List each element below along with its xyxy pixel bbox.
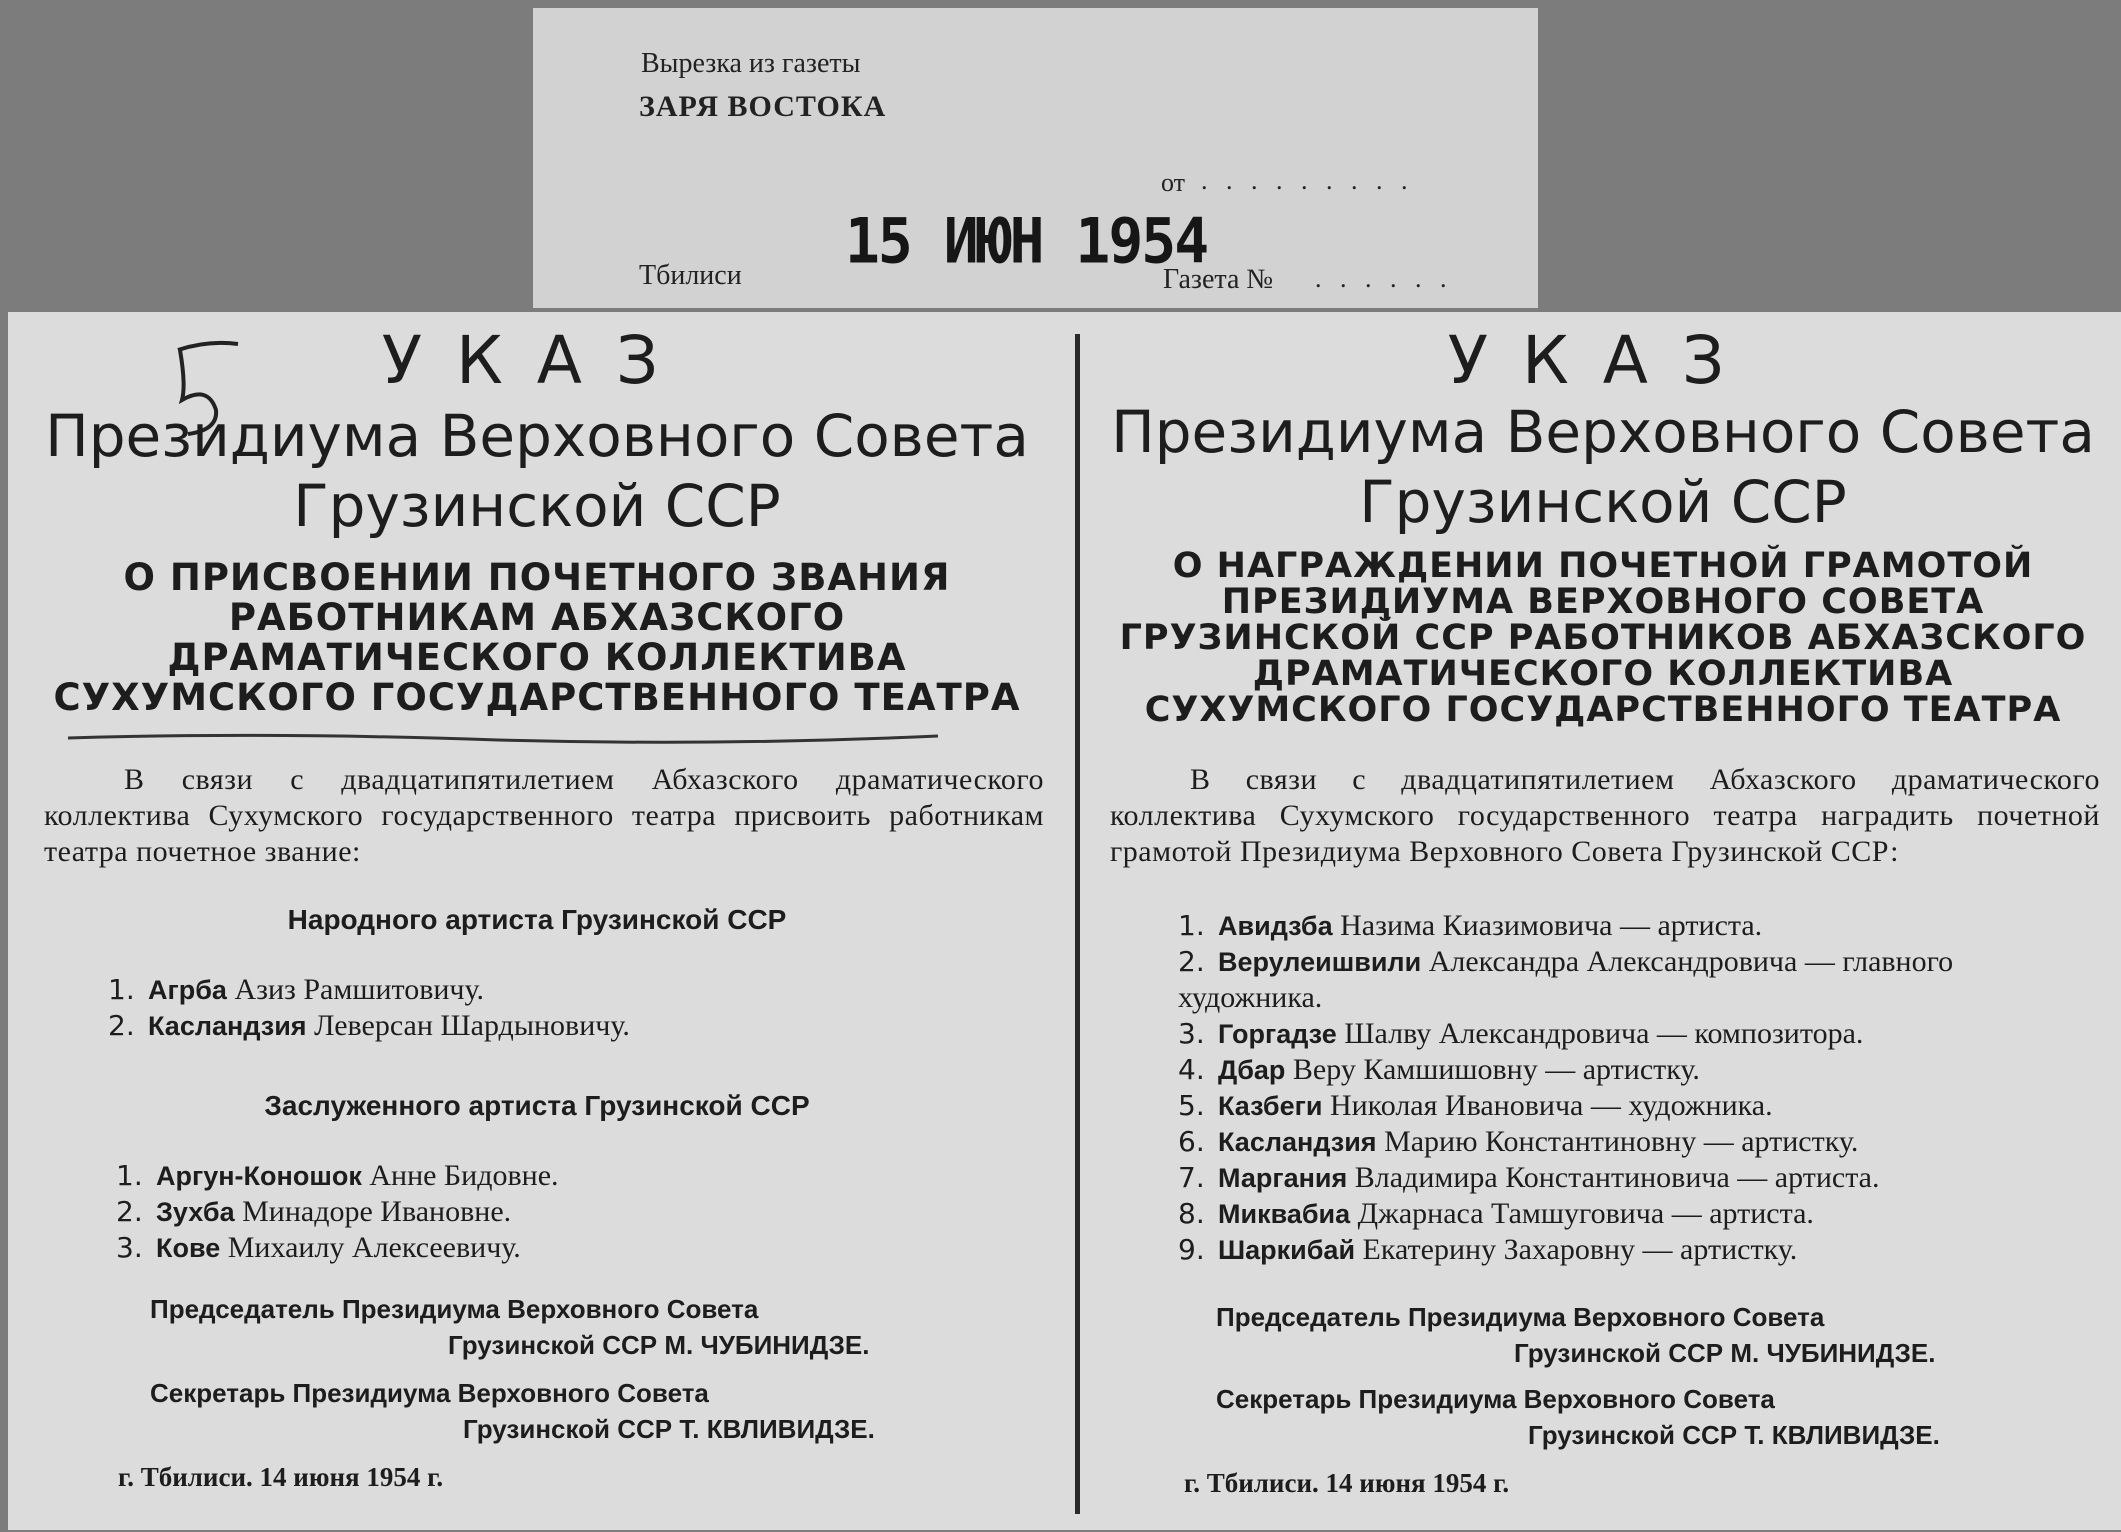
list-item <box>1178 944 2078 1016</box>
item-number: 2. <box>116 1195 143 1228</box>
item-number: 3. <box>1178 1017 1205 1050</box>
item-rest: Александра Александровича — главного художника. <box>1178 945 1954 1014</box>
list-item <box>1178 1196 2078 1232</box>
decree-issuer-line2: Грузинской ССР <box>293 472 781 540</box>
list-item <box>108 1008 630 1044</box>
peoples-artist-list <box>108 972 630 1044</box>
pencil-underline <box>68 728 938 748</box>
item-number: 2. <box>1178 945 1205 978</box>
list-item <box>1178 1124 2078 1160</box>
item-number: 1. <box>1178 909 1205 942</box>
decree-title: УКАЗ <box>1447 322 1759 399</box>
newspaper-clipping <box>8 312 2121 1530</box>
item-number: 2. <box>108 1009 135 1042</box>
decree-intro: В связи с двадцатипятилетием Абхазского драматического коллектива Сухумского государственного театра присвоить работникам театра почетное звание: <box>44 763 1044 868</box>
item-surname: Касландзия <box>1218 1127 1377 1157</box>
item-rest: Анне Бидовне. <box>369 1159 559 1192</box>
item-surname: Верулеишвили <box>1218 947 1422 977</box>
item-surname: Горгадзе <box>1218 1019 1337 1049</box>
item-rest: Михаилу Алексеевичу. <box>227 1231 521 1264</box>
item-number: 9. <box>1178 1233 1205 1266</box>
item-surname: Касландзия <box>148 1011 307 1041</box>
clipping-label <box>533 8 1538 308</box>
item-surname: Авидзба <box>1218 911 1333 941</box>
item-number: 5. <box>1178 1089 1205 1122</box>
decree-date: г. Тбилиси. 14 июня 1954 г. <box>118 1462 444 1492</box>
item-rest: Марию Константиновну — артистку. <box>1384 1125 1859 1158</box>
subject-line: РАБОТНИКАМ АБХАЗСКОГО <box>228 596 846 639</box>
chairman-line2: Грузинской ССР М. ЧУБИНИДЗЕ. <box>448 1330 870 1360</box>
subject-line: О ПРИСВОЕНИИ ПОЧЕТНОГО ЗВАНИЯ <box>123 556 951 599</box>
item-number: 3. <box>116 1231 143 1264</box>
list-item <box>116 1158 559 1194</box>
list-item <box>1178 1052 2078 1088</box>
decree-subject <box>1088 548 2118 728</box>
item-surname: Шаркибай <box>1218 1235 1356 1265</box>
subject-line: СУХУМСКОГО ГОСУДАРСТВЕННОГО ТЕАТРА <box>1144 690 2062 730</box>
honored-artist-list <box>116 1158 559 1266</box>
list-item <box>1178 1088 2078 1124</box>
item-rest: Азиз Рамшитовичу. <box>234 973 485 1006</box>
subject-line: ДРАМАТИЧЕСКОГО КОЛЛЕКТИВА <box>167 636 907 679</box>
awardee-list <box>1178 908 2078 1268</box>
item-rest: Николая Ивановича — художника. <box>1329 1089 1773 1122</box>
decree-issuer-line2: Грузинской ССР <box>1359 468 1847 536</box>
item-number: 7. <box>1178 1161 1205 1194</box>
list-item <box>116 1230 559 1266</box>
decree-subject <box>8 558 1066 718</box>
subject-line: ГРУЗИНСКОЙ ССР РАБОТНИКОВ АБХАЗСКОГО <box>1119 618 2087 658</box>
secretary-line1: Секретарь Президиума Верховного Совета <box>1216 1384 1775 1414</box>
item-rest: Назима Киазимовича — артиста. <box>1340 909 1763 942</box>
item-rest: Леверсан Шардыновичу. <box>314 1009 630 1042</box>
chairman-line1: Председатель Президиума Верховного Совета <box>1216 1302 1825 1332</box>
label-from-dots: . . . . . . . . . <box>1201 166 1414 195</box>
date-stamp: 15 ИЮН 1954 <box>845 204 1208 278</box>
list-item <box>1178 1160 2078 1196</box>
secretary-line1: Секретарь Президиума Верховного Совета <box>150 1378 709 1408</box>
item-surname: Дбар <box>1218 1055 1286 1085</box>
chairman-line1: Председатель Президиума Верховного Совета <box>150 1294 759 1324</box>
item-rest: Шалву Александровича — композитора. <box>1344 1017 1864 1050</box>
item-surname: Аргун-Коношок <box>156 1161 362 1191</box>
item-rest: Владимира Константиновича — артиста. <box>1354 1161 1880 1194</box>
list-item <box>108 972 630 1008</box>
decree-issuer-line1: Президиума Верховного Совета <box>45 402 1029 470</box>
item-number: 8. <box>1178 1197 1205 1230</box>
subject-line: СУХУМСКОГО ГОСУДАРСТВЕННОГО ТЕАТРА <box>53 676 1021 719</box>
item-rest: Екатерину Захаровну — артистку. <box>1362 1233 1798 1266</box>
item-surname: Зухба <box>156 1197 235 1227</box>
section-title-honored-artist: Заслуженного артиста Грузинской ССР <box>264 1090 810 1121</box>
label-cut-from: Вырезка из газеты <box>641 48 861 79</box>
item-surname: Казбеги <box>1218 1091 1323 1121</box>
item-number: 1. <box>108 973 135 1006</box>
item-surname: Маргания <box>1218 1163 1348 1193</box>
decree-issuer-line1: Президиума Верховного Совета <box>1111 398 2095 466</box>
decree-title: УКАЗ <box>381 322 693 399</box>
item-number: 6. <box>1178 1125 1205 1158</box>
decree-date: г. Тбилиси. 14 июня 1954 г. <box>1184 1468 1510 1498</box>
list-item <box>116 1194 559 1230</box>
chairman-line2: Грузинской ССР М. ЧУБИНИДЗЕ. <box>1514 1338 1936 1368</box>
list-item <box>1178 908 2078 944</box>
item-number: 4. <box>1178 1053 1205 1086</box>
item-rest: Минадоре Ивановне. <box>242 1195 512 1228</box>
label-issue: Газета № <box>1163 264 1274 295</box>
subject-line: О НАГРАЖДЕНИИ ПОЧЕТНОЙ ГРАМОТОЙ <box>1172 546 2034 586</box>
item-rest: Веру Камшишовну — артистку. <box>1292 1053 1700 1086</box>
label-city: Тбилиси <box>639 260 742 291</box>
secretary-line2: Грузинской ССР Т. КВЛИВИДЗЕ. <box>463 1414 875 1444</box>
item-rest: Джарнаса Тамшуговича — артиста. <box>1357 1197 1814 1230</box>
item-number: 1. <box>116 1159 143 1192</box>
label-newspaper-name: ЗАРЯ ВОСТОКА <box>639 90 887 123</box>
item-surname: Агрба <box>148 975 227 1005</box>
item-surname: Кове <box>156 1233 221 1263</box>
label-issue-dots: . . . . . . <box>1315 264 1453 293</box>
list-item <box>1178 1016 2078 1052</box>
label-from: от <box>1161 168 1186 197</box>
subject-line: ДРАМАТИЧЕСКОГО КОЛЛЕКТИВА <box>1252 654 1954 694</box>
item-surname: Миквабиа <box>1218 1199 1351 1229</box>
column-divider <box>1075 334 1080 1514</box>
list-item <box>1178 1232 2078 1268</box>
decree-intro: В связи с двадцатипятилетием Абхазского драматического коллектива Сухумского государственного театра наградить почетной грамотой Президиума Верховного Совета Грузинской ССР: <box>1110 763 2100 868</box>
subject-line: ПРЕЗИДИУМА ВЕРХОВНОГО СОВЕТА <box>1221 582 1985 622</box>
section-title-peoples-artist: Народного артиста Грузинской ССР <box>287 904 787 935</box>
secretary-line2: Грузинской ССР Т. КВЛИВИДЗЕ. <box>1528 1420 1940 1450</box>
